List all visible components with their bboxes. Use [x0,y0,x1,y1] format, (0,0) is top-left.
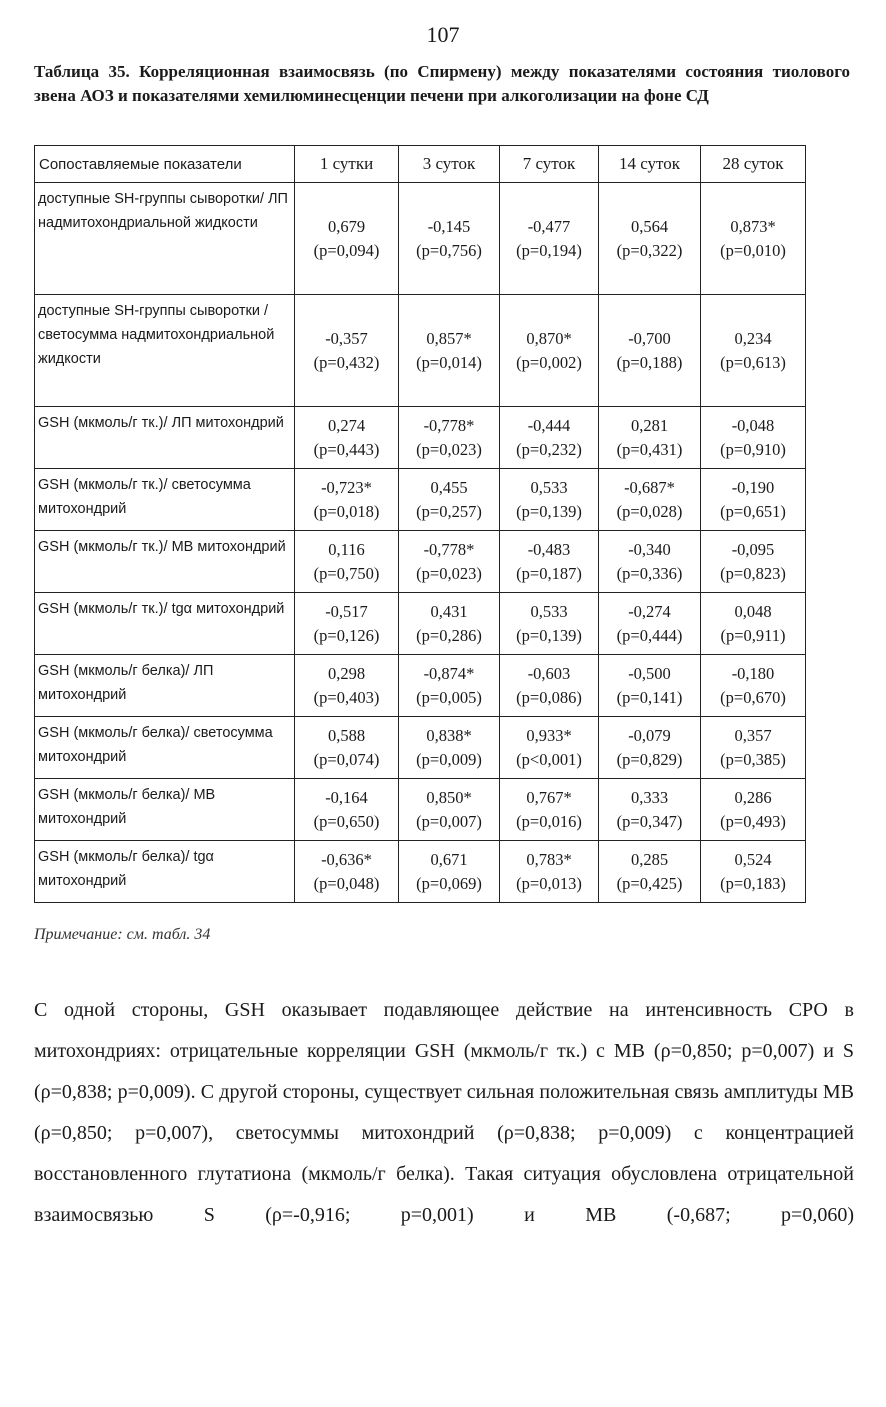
correlation-cell [500,531,599,593]
p-value: (p=0,014) [416,352,482,372]
body-paragraph: С одной стороны, GSH оказывает подавляющее действие на интенсивность СРО в митохондриях: отрицательные корреляции GSH (мкмоль/г тк.) с МВ (ρ=0,850; p=0,007) и S (ρ=0,838; p=0,009). С другой стороны, существует сильная положительная связь амплитуды МВ (ρ=0,850; p=0,007), светосуммы митохондрий (ρ=0,838; p=0,009) с концентрацией восстановленного глутатиона (мкмоль/г белка). Такая ситуация обусловлена отрицательной взаимосвязью S (ρ=-0,916; p=0,001) и МВ (-0,687; p=0,060) [34,999,854,1226]
p-value: (p=0,126) [313,625,380,645]
rho-value: 0,524 [734,849,772,869]
row-label: GSH (мкмоль/г тк.)/ ЛП митохондрий [35,407,295,469]
p-value: (p=0,005) [416,687,482,707]
table-row [35,469,806,531]
correlation-table [34,145,806,903]
correlation-cell [295,841,399,903]
rho-value: 0,455 [430,477,468,497]
correlation-cell [599,717,701,779]
rho-value: 0,933* [526,725,572,745]
rho-value: -0,778* [423,415,475,435]
correlation-cell [599,841,701,903]
table-caption: Таблица 35. Корреляционная взаимосвязь (по Спирмену) между показателями состояния тиолового звена АОЗ и показателями хемилюминесценции печени при алкоголизации на фоне СД [34,62,850,105]
header-day-28: 28 суток [701,146,806,183]
page-number: 107 [426,22,460,47]
rho-value: 0,116 [328,539,365,559]
rho-value: 0,274 [327,415,366,435]
rho-value: -0,357 [325,328,368,348]
rho-value: 0,286 [734,787,772,807]
correlation-cell [500,779,599,841]
rho-value: 0,783* [526,849,572,869]
p-value: (p=0,048) [313,873,380,893]
table-row [35,531,806,593]
p-value: (p=0,139) [516,625,582,645]
correlation-cell [500,593,599,655]
correlation-cell [399,407,500,469]
p-value: (p=0,023) [416,563,482,583]
table-row [35,593,806,655]
rho-value: 0,564 [630,216,669,236]
rho-value: -0,700 [628,328,671,348]
p-value: (p=0,910) [720,439,786,459]
rho-value: -0,778* [423,539,475,559]
table-header-row [35,146,806,183]
rho-value: 0,533 [530,477,568,497]
correlation-cell [701,841,806,903]
row-label: доступные SH-группы сыворотки/ ЛП надмитохондриальной жидкости [35,183,295,295]
p-value: (p=0,823) [720,563,786,583]
p-value: (p=0,086) [516,687,582,707]
rho-value: 0,671 [430,849,468,869]
correlation-cell [295,469,399,531]
rho-value: 0,357 [734,725,772,745]
correlation-cell [399,295,500,407]
rho-value: 0,873* [730,216,776,236]
table-row [35,841,806,903]
p-value: (p=0,018) [313,501,380,521]
rho-value: 0,767* [526,787,572,807]
row-label: GSH (мкмоль/г белка)/ МВ митохондрий [35,779,295,841]
p-value: (p=0,756) [416,240,482,260]
correlation-cell [701,593,806,655]
header-day-3: 3 суток [399,146,500,183]
correlation-cell [701,717,806,779]
table-row [35,295,806,407]
p-value: (p=0,028) [616,501,683,521]
correlation-cell [701,295,806,407]
table-row [35,407,806,469]
correlation-cell [399,779,500,841]
correlation-cell [500,841,599,903]
p-value: (p=0,094) [313,240,380,260]
p-value: (p=0,336) [616,563,683,583]
p-value: (p=0,286) [416,625,482,645]
rho-value: -0,079 [628,725,671,745]
correlation-cell [295,779,399,841]
p-value: (p=0,009) [416,749,482,769]
p-value: (p=0,183) [720,873,786,893]
rho-value: -0,190 [731,477,775,497]
header-indicators: Сопоставляемые показатели [35,146,295,183]
correlation-cell [701,655,806,717]
p-value: (p=0,347) [616,811,683,831]
correlation-cell [599,593,701,655]
correlation-cell [295,407,399,469]
correlation-cell [399,841,500,903]
p-value: (p=0,613) [720,352,786,372]
correlation-cell [500,407,599,469]
p-value: (p=0,074) [313,749,380,769]
table-row [35,717,806,779]
rho-value: 0,298 [327,663,366,683]
p-value: (p=0,911) [720,625,786,645]
p-value: (p=0,232) [516,439,582,459]
p-value: (p=0,188) [616,352,683,372]
header-day-7: 7 суток [500,146,599,183]
rho-value: -0,874* [423,663,475,683]
rho-value: 0,850* [426,787,472,807]
rho-value: 0,857* [426,328,472,348]
correlation-cell [399,655,500,717]
row-label: GSH (мкмоль/г белка)/ светосумма митохондрий [35,717,295,779]
p-value: (p<0,001) [516,749,582,769]
p-value: (p=0,257) [416,501,482,521]
rho-value: 0,234 [734,328,772,348]
p-value: (p=0,194) [516,240,582,260]
rho-value: -0,048 [731,415,775,435]
rho-value: -0,340 [628,539,671,559]
correlation-cell [599,183,701,295]
correlation-cell [295,717,399,779]
correlation-cell [295,531,399,593]
rho-value: -0,483 [527,539,571,559]
correlation-cell [399,531,500,593]
p-value: (p=0,425) [616,873,683,893]
row-label: GSH (мкмоль/г белка)/ tgα митохондрий [35,841,295,903]
p-value: (p=0,829) [616,749,683,769]
correlation-cell [295,183,399,295]
rho-value: -0,095 [731,539,775,559]
correlation-cell [599,779,701,841]
correlation-cell [399,469,500,531]
rho-value: -0,145 [427,216,471,236]
rho-value: -0,164 [325,787,368,807]
rho-value: -0,180 [731,663,775,683]
correlation-cell [500,183,599,295]
p-value: (p=0,013) [516,873,582,893]
correlation-cell [399,717,500,779]
p-value: (p=0,431) [616,439,683,459]
p-value: (p=0,002) [516,352,582,372]
correlation-cell [295,295,399,407]
correlation-cell [701,407,806,469]
p-value: (p=0,432) [313,352,380,372]
rho-value: 0,048 [734,601,772,621]
p-value: (p=0,187) [516,563,582,583]
rho-value: 0,588 [327,725,366,745]
rho-value: 0,431 [430,601,468,621]
p-value: (p=0,139) [516,501,582,521]
rho-value: -0,477 [527,216,571,236]
rho-value: -0,687* [624,477,675,497]
p-value: (p=0,444) [616,625,683,645]
rho-value: 0,533 [530,601,568,621]
row-label: GSH (мкмоль/г тк.)/ tgα митохондрий [35,593,295,655]
correlation-cell [701,531,806,593]
header-day-14: 14 суток [599,146,701,183]
p-value: (p=0,651) [720,501,786,521]
correlation-cell [701,183,806,295]
correlation-cell [500,717,599,779]
correlation-cell [599,469,701,531]
rho-value: -0,274 [628,601,671,621]
p-value: (p=0,023) [416,439,482,459]
rho-value: 0,281 [630,415,669,435]
rho-value: -0,500 [628,663,671,683]
correlation-cell [295,655,399,717]
p-value: (p=0,650) [313,811,380,831]
p-value: (p=0,750) [313,563,380,583]
rho-value: 0,679 [327,216,366,236]
correlation-cell [599,295,701,407]
header-day-1: 1 сутки [295,146,399,183]
rho-value: -0,517 [325,601,368,621]
rho-value: 0,333 [630,787,669,807]
correlation-cell [599,407,701,469]
correlation-cell [701,779,806,841]
rho-value: -0,444 [527,415,571,435]
rho-value: -0,723* [321,477,372,497]
table-row [35,779,806,841]
table-row [35,183,806,295]
p-value: (p=0,403) [313,687,380,707]
row-label: GSH (мкмоль/г тк.)/ МВ митохондрий [35,531,295,593]
p-value: (p=0,007) [416,811,482,831]
table-row [35,655,806,717]
p-value: (p=0,493) [720,811,786,831]
p-value: (p=0,670) [720,687,786,707]
p-value: (p=0,010) [720,240,786,260]
correlation-cell [500,469,599,531]
correlation-cell [500,655,599,717]
rho-value: 0,870* [526,328,572,348]
correlation-cell [701,469,806,531]
rho-value: -0,603 [527,663,571,683]
correlation-cell [399,593,500,655]
p-value: (p=0,322) [616,240,683,260]
p-value: (p=0,385) [720,749,786,769]
row-label: GSH (мкмоль/г тк.)/ светосумма митохондрий [35,469,295,531]
row-label: GSH (мкмоль/г белка)/ ЛП митохондрий [35,655,295,717]
row-label: доступные SH-группы сыворотки / светосумма надмитохондриальной жидкости [35,295,295,407]
p-value: (p=0,443) [313,439,380,459]
correlation-cell [295,593,399,655]
p-value: (p=0,141) [616,687,683,707]
correlation-cell [500,295,599,407]
correlation-cell [399,183,500,295]
p-value: (p=0,016) [516,811,582,831]
rho-value: 0,838* [426,725,472,745]
p-value: (p=0,069) [416,873,482,893]
rho-value: -0,636* [321,849,372,869]
rho-value: 0,285 [630,849,669,869]
correlation-cell [599,531,701,593]
correlation-cell [599,655,701,717]
table-note: Примечание: см. табл. 34 [34,926,211,943]
